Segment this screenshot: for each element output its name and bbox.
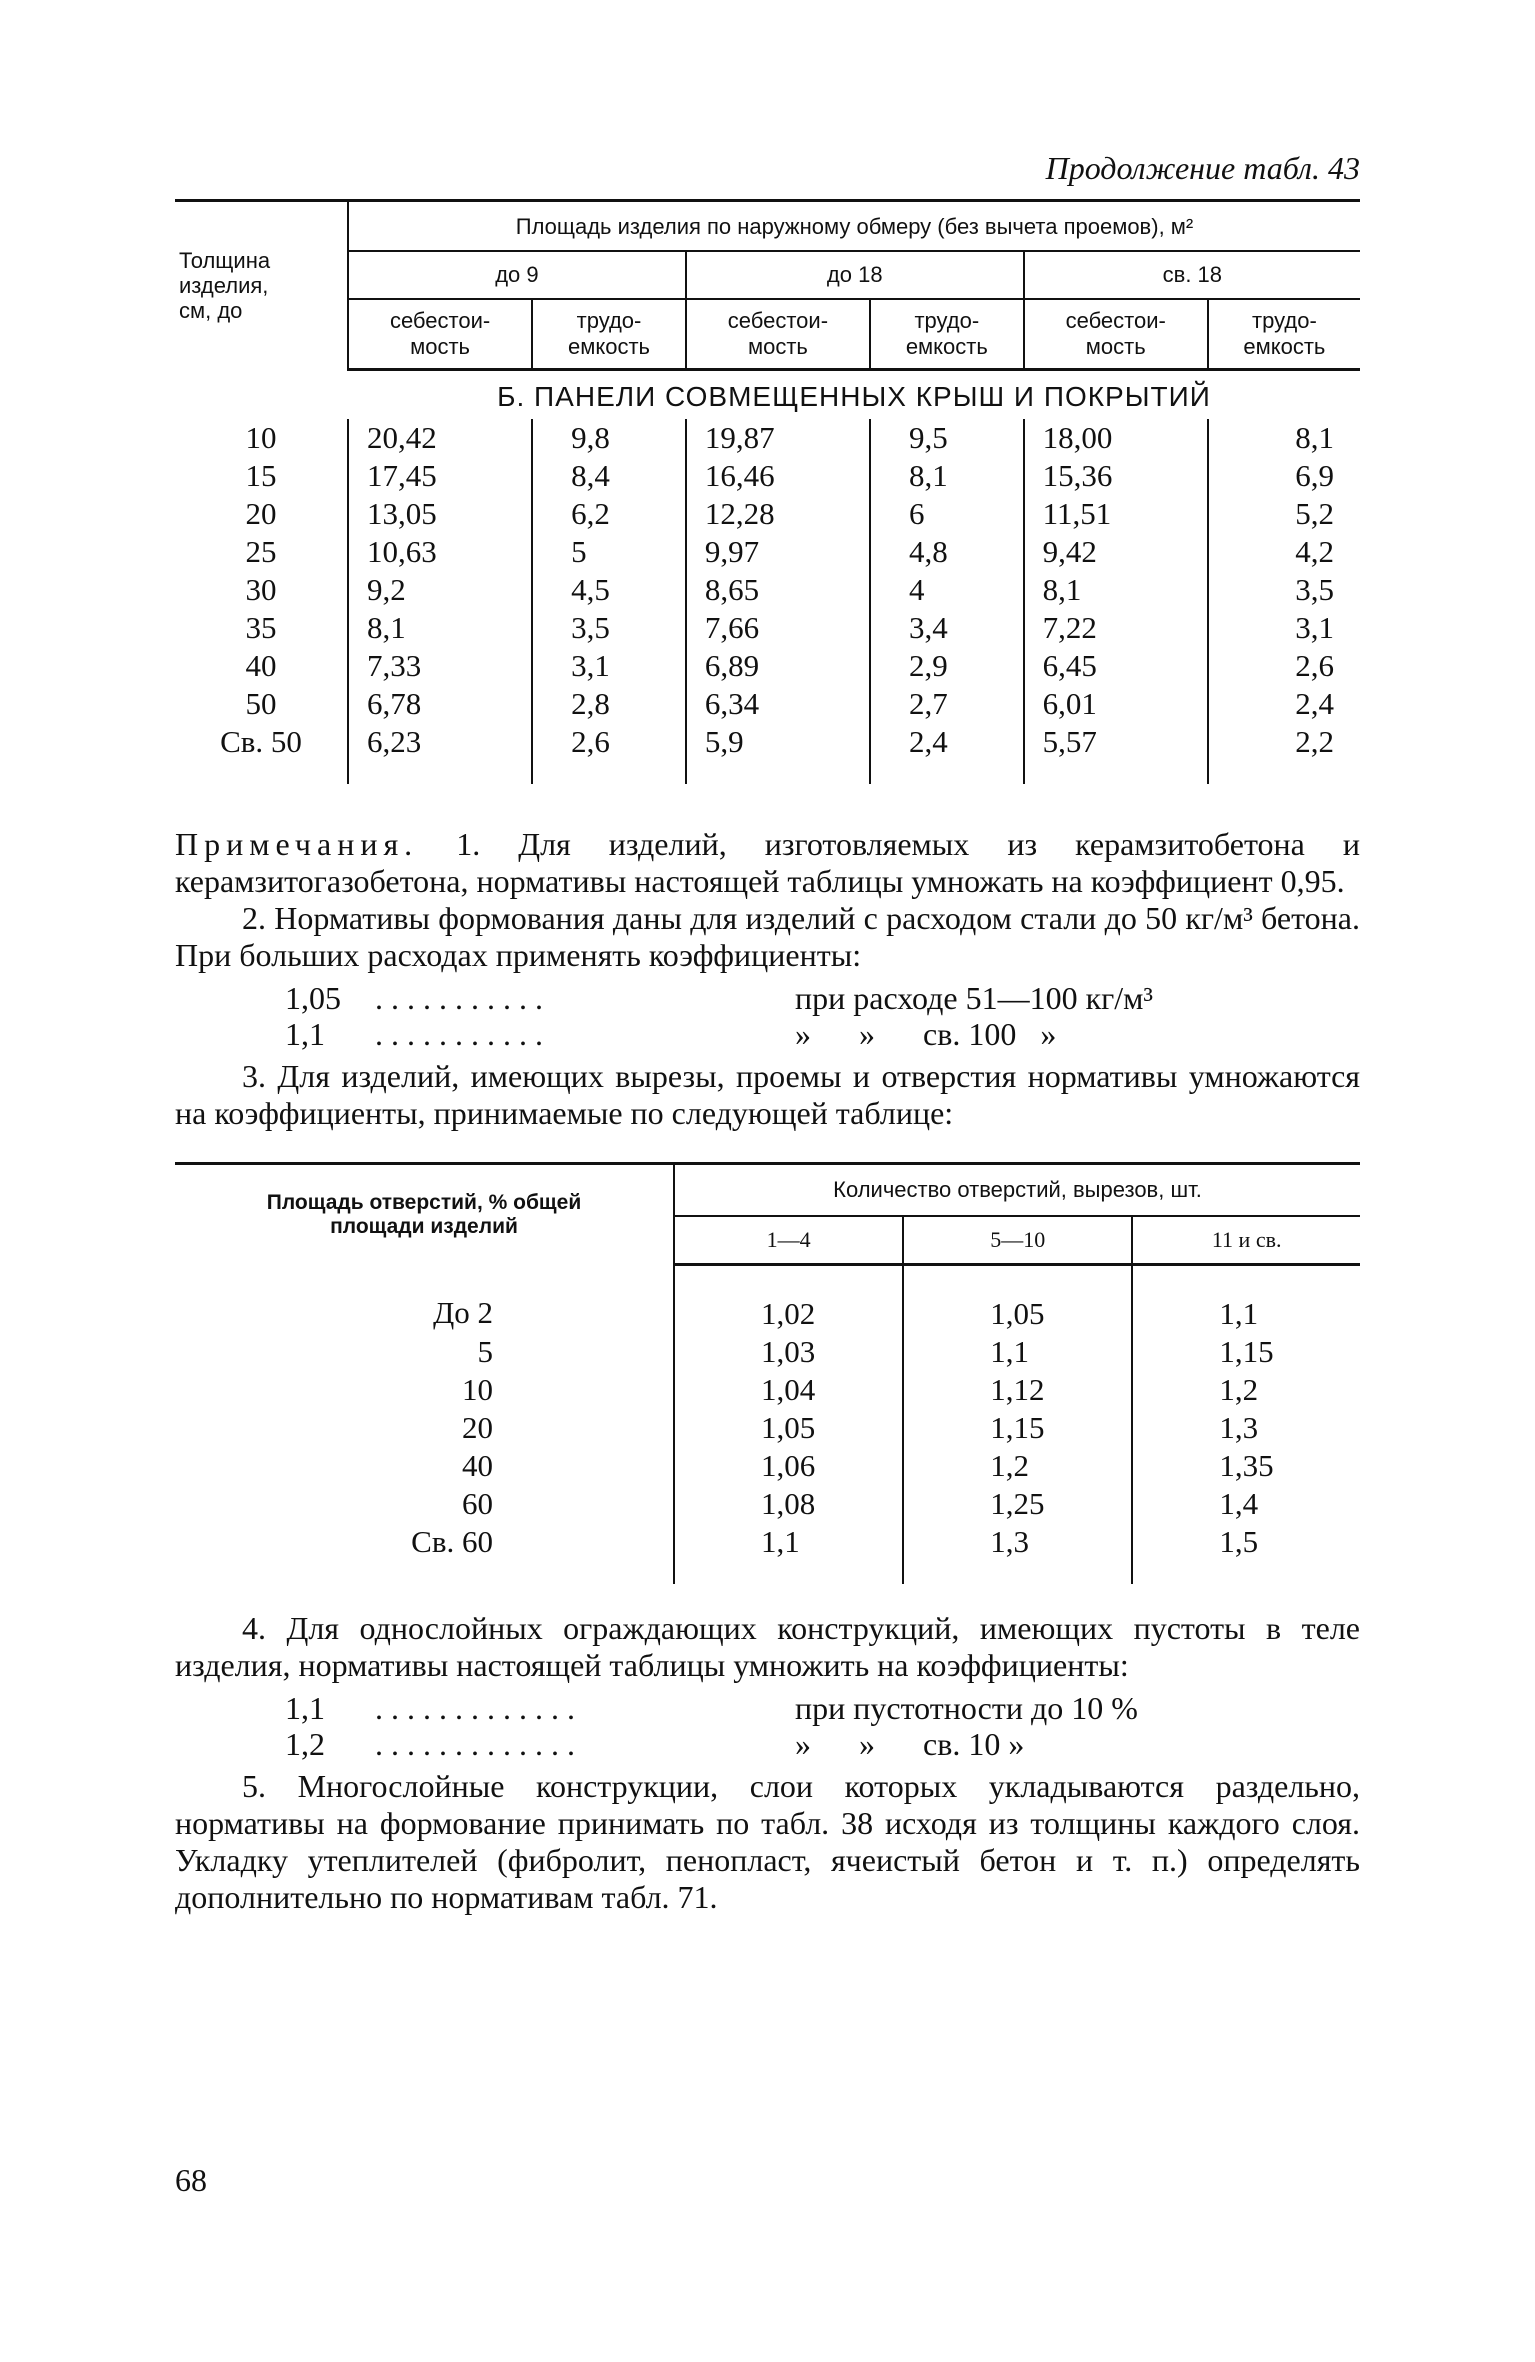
- thickness-header-line-1: Толщина: [179, 248, 271, 274]
- note-2-coefficients: [285, 980, 1360, 1052]
- value-cell: 4: [870, 571, 1024, 609]
- thickness-cell: 15: [245, 458, 277, 493]
- table-row: [175, 685, 1360, 723]
- opening-area-cell: 20: [462, 1410, 493, 1445]
- table-row: [175, 609, 1360, 647]
- opening-area-cell: 40: [462, 1448, 493, 1483]
- coefficient-cell: 1,1: [1132, 1265, 1360, 1334]
- value-cell: 7,33: [348, 647, 532, 685]
- coefficient-cell: 1,2: [1132, 1371, 1360, 1409]
- thickness-cell: 40: [245, 648, 277, 683]
- value-cell: 2,4: [1208, 685, 1360, 723]
- thickness-cell: 10: [245, 420, 277, 455]
- note-1: Примечания. 1. Для изделий, изготовляемых из керамзитобетона и керамзитогазобетона, нормативы настоящей таблицы умножать на коэффициент 0,95.: [175, 826, 1360, 899]
- value-cell: 5,57: [1024, 723, 1208, 784]
- notes-label: Примечания.: [175, 826, 419, 862]
- coefficient-cell: 1,12: [903, 1371, 1132, 1409]
- value-cell: 9,97: [686, 533, 870, 571]
- opening-area-header: Площадь отверстий, % общей площади изделий: [175, 1164, 674, 1265]
- value-cell: 4,2: [1208, 533, 1360, 571]
- value-cell: 13,05: [348, 495, 532, 533]
- range-header-18: до 18: [686, 251, 1024, 299]
- cost-header: себестои- мость: [1024, 299, 1208, 370]
- coefficient-cell: 1,02: [674, 1265, 903, 1334]
- coefficient-cell: 1,4: [1132, 1485, 1360, 1523]
- table-row: [175, 1265, 1360, 1334]
- coefficient-cell: 1,25: [903, 1485, 1132, 1523]
- range-header-9: до 9: [348, 251, 686, 299]
- table-row: [175, 457, 1360, 495]
- value-cell: 6,34: [686, 685, 870, 723]
- value-cell: 6,01: [1024, 685, 1208, 723]
- note-4: 4. Для однослойных ограждающих конструкций, имеющих пустоты в теле изделия, нормативы настоящей таблицы умножить на коэффициенты:: [175, 1610, 1360, 1683]
- coefficient-cell: 1,05: [903, 1265, 1132, 1334]
- thickness-header: [175, 201, 348, 370]
- value-cell: 2,4: [870, 723, 1024, 784]
- value-cell: 17,45: [348, 457, 532, 495]
- value-cell: 9,2: [348, 571, 532, 609]
- value-cell: 16,46: [686, 457, 870, 495]
- value-cell: 4,5: [532, 571, 686, 609]
- opening-area-cell: До 2: [433, 1295, 493, 1331]
- area-header: Площадь изделия по наружному обмеру (без вычета проемов), м²: [348, 201, 1360, 252]
- value-cell: 6: [870, 495, 1024, 533]
- value-cell: 6,78: [348, 685, 532, 723]
- value-cell: 11,51: [1024, 495, 1208, 533]
- value-cell: 2,6: [532, 723, 686, 784]
- value-cell: 2,7: [870, 685, 1024, 723]
- table-row: [175, 1485, 1360, 1523]
- table-row: [175, 1371, 1360, 1409]
- value-cell: 19,87: [686, 419, 870, 457]
- document-page: [175, 150, 1360, 1916]
- value-cell: 6,89: [686, 647, 870, 685]
- thickness-cell: Св. 50: [220, 724, 302, 759]
- table-row: [175, 571, 1360, 609]
- thickness-cell: 35: [245, 610, 277, 645]
- value-cell: 6,2: [532, 495, 686, 533]
- coefficient-cell: 1,1: [903, 1333, 1132, 1371]
- value-cell: 4,8: [870, 533, 1024, 571]
- value-cell: 8,4: [532, 457, 686, 495]
- value-cell: 6,45: [1024, 647, 1208, 685]
- value-cell: 2,6: [1208, 647, 1360, 685]
- thickness-cell: 20: [245, 496, 277, 531]
- opening-area-cell: 10: [462, 1372, 493, 1407]
- section-title: Б. ПАНЕЛИ СОВМЕЩЕННЫХ КРЫШ И ПОКРЫТИЙ: [497, 381, 1211, 412]
- coefficient-cell: 1,15: [1132, 1333, 1360, 1371]
- table-row: [175, 419, 1360, 457]
- range-header-over-18: св. 18: [1024, 251, 1360, 299]
- continuation-caption: Продолжение табл. 43: [1045, 150, 1360, 186]
- notes-continued: [175, 1610, 1360, 1916]
- coefficient-cell: 1,3: [1132, 1409, 1360, 1447]
- coefficient-row: 1,1 ........... » » св. 100 »: [285, 1016, 1057, 1052]
- coefficient-cell: 1,08: [674, 1485, 903, 1523]
- note-4-coefficients: [285, 1690, 1360, 1762]
- labor-header: трудо- емкость: [532, 299, 686, 370]
- value-cell: 3,4: [870, 609, 1024, 647]
- count-header-11-plus: 11 и св.: [1132, 1216, 1360, 1265]
- value-cell: 20,42: [348, 419, 532, 457]
- value-cell: 5: [532, 533, 686, 571]
- value-cell: 8,1: [1024, 571, 1208, 609]
- value-cell: 8,1: [348, 609, 532, 647]
- coefficient-cell: 1,3: [903, 1523, 1132, 1584]
- table-row: [175, 647, 1360, 685]
- table-row: [175, 495, 1360, 533]
- cost-header: себестои- мость: [348, 299, 532, 370]
- count-header-5-10: 5—10: [903, 1216, 1132, 1265]
- table-row: [175, 1409, 1360, 1447]
- coefficient-cell: 1,1: [674, 1523, 903, 1584]
- value-cell: 15,36: [1024, 457, 1208, 495]
- coefficient-row: 1,2 ............. » » св. 10 »: [285, 1726, 1025, 1762]
- table-row: [175, 533, 1360, 571]
- value-cell: 8,1: [1208, 419, 1360, 457]
- value-cell: 3,5: [532, 609, 686, 647]
- coefficient-cell: 1,04: [674, 1371, 903, 1409]
- note-3: 3. Для изделий, имеющих вырезы, проемы и отверстия нормативы умножаются на коэффициенты, принимаемые по следующей таблице:: [175, 1058, 1360, 1131]
- value-cell: 3,5: [1208, 571, 1360, 609]
- value-cell: 2,2: [1208, 723, 1360, 784]
- table-row: [175, 1523, 1360, 1584]
- value-cell: 9,8: [532, 419, 686, 457]
- value-cell: 8,65: [686, 571, 870, 609]
- coefficient-cell: 1,5: [1132, 1523, 1360, 1584]
- opening-area-cell: 60: [462, 1486, 493, 1521]
- thickness-cell: 50: [245, 686, 277, 721]
- coefficient-cell: 1,2: [903, 1447, 1132, 1485]
- labor-header: трудо- емкость: [870, 299, 1024, 370]
- value-cell: 6,9: [1208, 457, 1360, 495]
- thickness-header-line-2: изделия,: [179, 273, 269, 299]
- norms-table: [175, 199, 1360, 784]
- value-cell: 5,2: [1208, 495, 1360, 533]
- table-row: [175, 723, 1360, 784]
- thickness-cell: 25: [245, 534, 277, 569]
- value-cell: 6,23: [348, 723, 532, 784]
- coefficient-cell: 1,06: [674, 1447, 903, 1485]
- labor-header: трудо- емкость: [1208, 299, 1360, 370]
- table-row: [175, 1447, 1360, 1485]
- value-cell: 2,8: [532, 685, 686, 723]
- count-header-1-4: 1—4: [674, 1216, 903, 1265]
- cost-header: себестои- мость: [686, 299, 870, 370]
- table-row: [175, 1333, 1360, 1371]
- value-cell: 3,1: [1208, 609, 1360, 647]
- value-cell: 7,22: [1024, 609, 1208, 647]
- value-cell: 10,63: [348, 533, 532, 571]
- coefficient-cell: 1,15: [903, 1409, 1132, 1447]
- value-cell: 9,5: [870, 419, 1024, 457]
- opening-area-cell: 5: [477, 1334, 493, 1369]
- coefficient-row: 1,1 ............. при пустотности до 10 %: [285, 1690, 1138, 1726]
- value-cell: 5,9: [686, 723, 870, 784]
- value-cell: 7,66: [686, 609, 870, 647]
- value-cell: 18,00: [1024, 419, 1208, 457]
- notes: [175, 826, 1360, 1132]
- coefficient-cell: 1,35: [1132, 1447, 1360, 1485]
- coefficient-cell: 1,03: [674, 1333, 903, 1371]
- value-cell: 12,28: [686, 495, 870, 533]
- opening-count-header: Количество отверстий, вырезов, шт.: [674, 1164, 1360, 1217]
- value-cell: 2,9: [870, 647, 1024, 685]
- opening-area-cell: Св. 60: [411, 1524, 493, 1559]
- thickness-cell: 30: [245, 572, 277, 607]
- page-number: 68: [175, 2162, 207, 2198]
- note-2: 2. Нормативы формования даны для изделий с расходом стали до 50 кг/м³ бетона. При больших расходах применять коэффициенты:: [175, 900, 1360, 973]
- value-cell: 3,1: [532, 647, 686, 685]
- value-cell: 9,42: [1024, 533, 1208, 571]
- thickness-header-line-3: см, до: [179, 298, 243, 324]
- value-cell: 8,1: [870, 457, 1024, 495]
- openings-coefficient-table: [175, 1162, 1360, 1584]
- coefficient-cell: 1,05: [674, 1409, 903, 1447]
- coefficient-row: 1,05 ........... при расходе 51—100 кг/м³: [285, 980, 1153, 1016]
- note-5: 5. Многослойные конструкции, слои которых укладываются раздельно, нормативы на формование принимать по табл. 38 исходя из толщины каждого слоя. Укладку утеплителей (фибролит, пенопласт, ячеистый бетон и т. п.) определять дополнительно по нормативам табл. 71.: [175, 1768, 1360, 1915]
